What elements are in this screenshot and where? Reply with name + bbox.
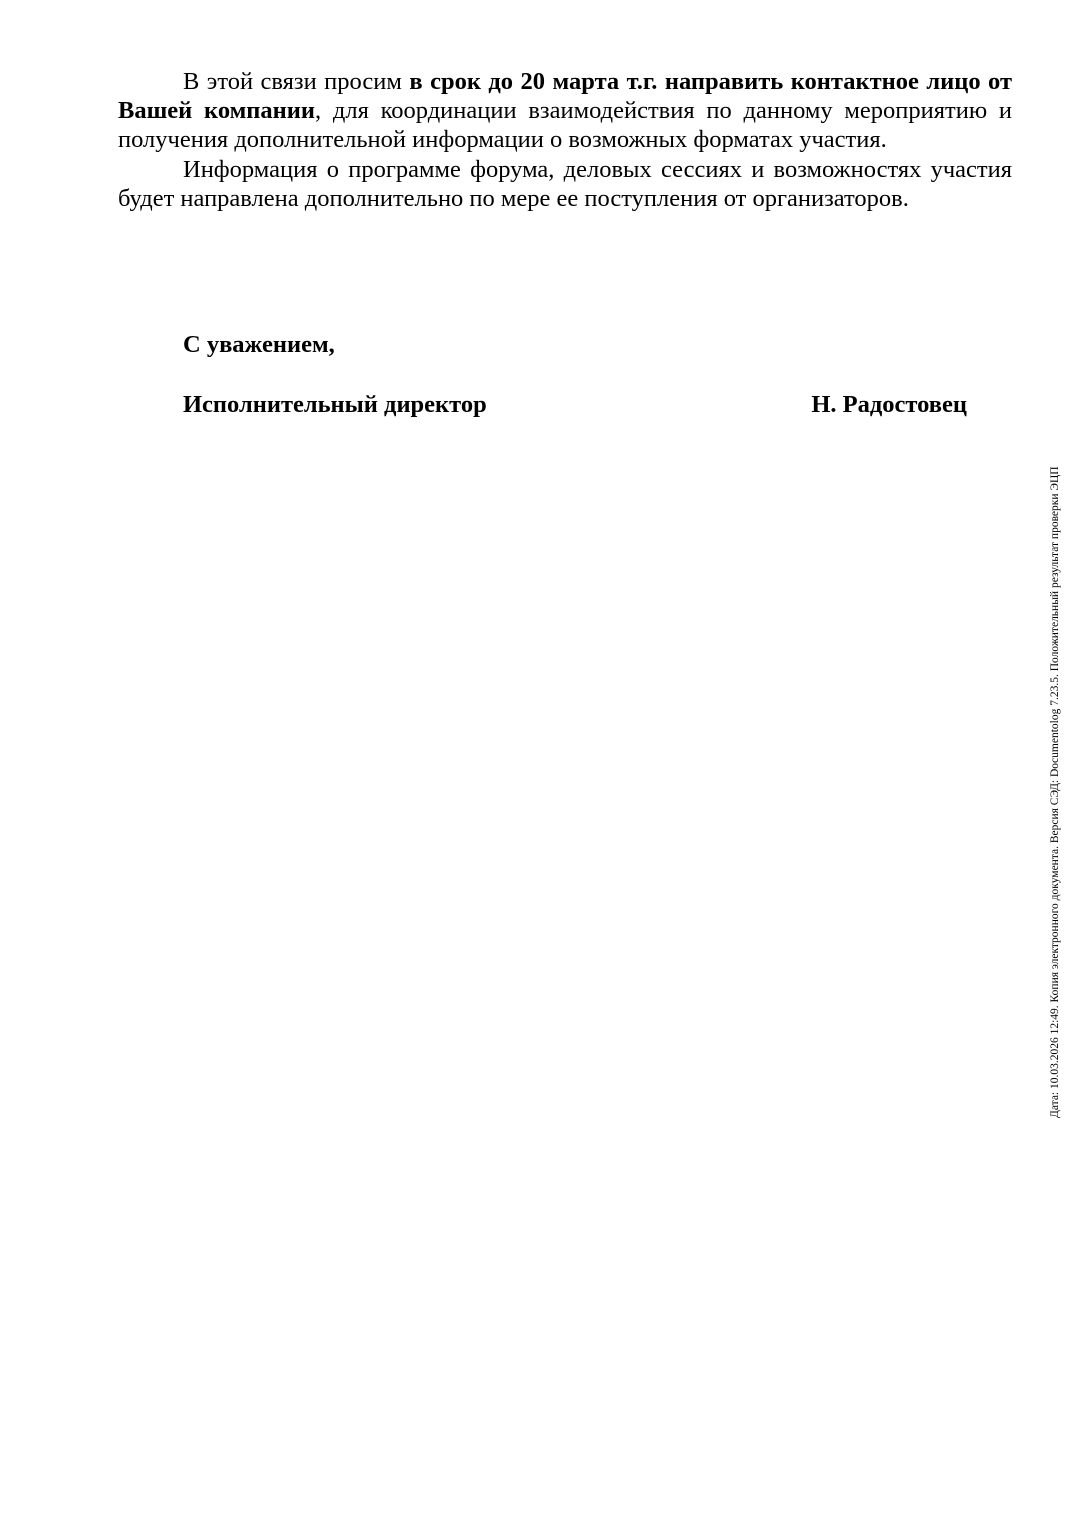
paragraph-request-lead: В этой связи просим: [183, 68, 410, 95]
signatory-title: Исполнительный директор: [183, 391, 487, 418]
paragraph-information: Информация о программе форума, деловых сессиях и возможностях участия будет направлена дополнительно по мере ее поступления от организаторов.: [118, 155, 1012, 212]
paragraph-request-emphasis: в срок до 20 марта т.г. направить контактное лицо от Вашей компании: [118, 68, 1012, 125]
letter-body: [118, 67, 1012, 213]
closing-salutation: С уважением,: [183, 331, 335, 358]
paragraph-request: [118, 67, 1012, 155]
paragraph-request-rest: , для координации взаимодействия по данному мероприятию и получения дополнительной информации о возможных форматах участия.: [118, 97, 1012, 154]
signatory-name: Н. Радостовец: [811, 391, 967, 418]
edms-verification-stamp: Дата: 10.03.2026 12:49. Копия электронного документа. Версия СЭД: Documentolog 7.23.5. Положительный результат проверки ЭЦП: [1049, 466, 1061, 1118]
